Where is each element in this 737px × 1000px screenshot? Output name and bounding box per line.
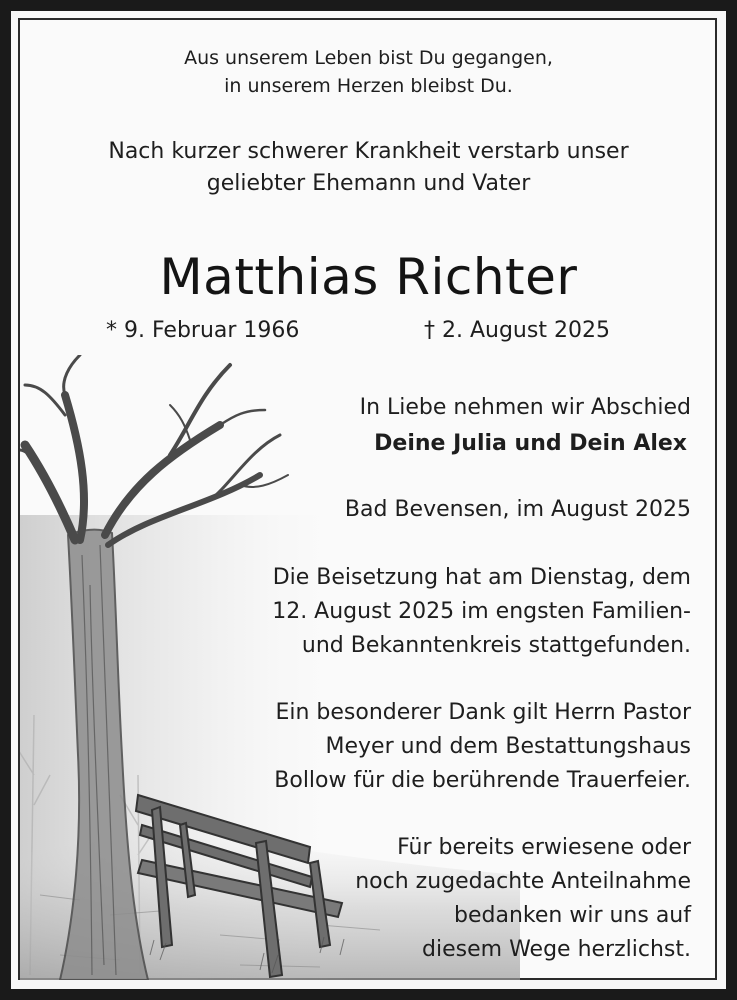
family-names: Deine Julia und Dein Alex — [374, 431, 687, 456]
poem-line-1: Aus unserem Leben bist Du gegangen, — [184, 47, 553, 69]
farewell-text: In Liebe nehmen wir Abschied — [359, 395, 691, 420]
intro-line-1: Nach kurzer schwerer Krankheit verstarb unser — [108, 139, 629, 164]
death-date: † 2. August 2025 — [424, 318, 610, 343]
burial-line-2: 12. August 2025 im engsten Familien- — [272, 599, 691, 624]
deceased-name: Matthias Richter — [159, 248, 578, 306]
burial-line-3: und Bekanntenkreis stattgefunden. — [301, 633, 691, 658]
thanks-line-1: Ein besonderer Dank gilt Herrn Pastor — [275, 700, 691, 725]
burial-line-1: Die Beisetzung hat am Dienstag, dem — [272, 565, 691, 590]
intro-line-2: geliebter Ehemann und Vater — [206, 171, 531, 196]
place-and-date: Bad Bevensen, im August 2025 — [344, 497, 691, 522]
sympathy-line-4: diesem Wege herzlichst. — [422, 937, 691, 962]
thanks-line-2: Meyer und dem Bestattungshaus — [325, 734, 691, 759]
poem-line-2: in unserem Herzen bleibst Du. — [224, 75, 513, 97]
birth-date: * 9. Februar 1966 — [106, 318, 300, 343]
sympathy-line-3: bedanken wir uns auf — [454, 903, 691, 928]
sympathy-line-1: Für bereits erwiesene oder — [397, 835, 691, 860]
sympathy-line-2: noch zugedachte Anteilnahme — [355, 869, 691, 894]
thanks-line-3: Bollow für die berührende Trauerfeier. — [274, 768, 691, 793]
